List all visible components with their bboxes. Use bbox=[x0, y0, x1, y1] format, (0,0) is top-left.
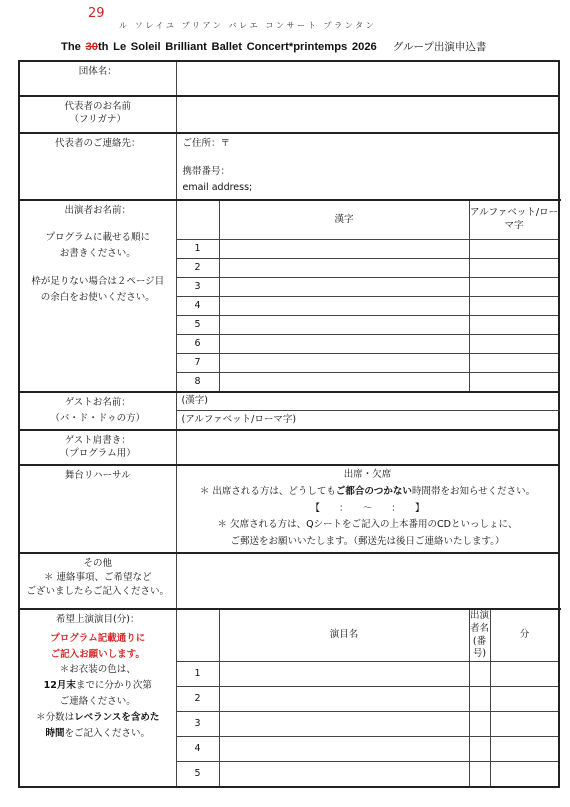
rep-name-label-line2: （フリガナ） bbox=[69, 113, 127, 125]
struck-number: 30 bbox=[85, 41, 98, 53]
piece-row-number: 1 bbox=[176, 662, 219, 687]
rehearsal-field[interactable] bbox=[176, 465, 559, 553]
group-name-field[interactable] bbox=[176, 61, 559, 96]
piece-minutes-field[interactable] bbox=[490, 737, 559, 762]
pieces-note-2-rest: までに分かり次第 bbox=[75, 680, 152, 692]
performer-row-number: 1 bbox=[176, 240, 219, 259]
performer-kanji-field[interactable] bbox=[219, 373, 469, 392]
piece-minutes-field[interactable] bbox=[490, 712, 559, 737]
performer-alpha-field[interactable] bbox=[469, 240, 559, 259]
performer-alpha-field[interactable] bbox=[469, 373, 559, 392]
piece-performer-field[interactable] bbox=[469, 712, 490, 737]
piece-performer-field[interactable] bbox=[469, 662, 490, 687]
piece-title-field[interactable] bbox=[219, 737, 469, 762]
pieces-note-3: ご連絡ください。 bbox=[59, 696, 136, 707]
rehearsal-absent-note-2: ご郵送をお願いいたします。（郵送先は後日ご連絡いたします。） bbox=[230, 536, 505, 548]
form-title bbox=[61, 39, 486, 54]
guest-name-label: ゲストお名前： bbox=[64, 396, 131, 408]
guest-alpha-field[interactable]: (アルファベット/ローマ字) bbox=[176, 411, 559, 430]
performer-row-number: 6 bbox=[176, 335, 219, 354]
form-subtitle: グループ出演申込書 bbox=[392, 41, 487, 53]
performers-label: 出演者お名前： bbox=[64, 205, 131, 216]
performer-alpha-field[interactable] bbox=[469, 335, 559, 354]
pieces-note-2 bbox=[20, 680, 176, 693]
performer-alpha-field[interactable] bbox=[469, 259, 559, 278]
piece-performer-field[interactable] bbox=[469, 762, 490, 787]
guest-name-sub: （バ・ド・ドゥの方） bbox=[50, 412, 146, 424]
pieces-label: 希望上演演目(分)： bbox=[56, 613, 140, 625]
rep-contact-label: 代表者のご連絡先： bbox=[19, 133, 176, 200]
rehearsal-attend-note bbox=[177, 486, 559, 499]
performer-alpha-field[interactable] bbox=[469, 316, 559, 335]
address-label: ご住所：〒 bbox=[182, 138, 231, 149]
pieces-note-5 bbox=[20, 728, 176, 741]
piece-performer-field[interactable] bbox=[469, 687, 490, 712]
performer-kanji-field[interactable] bbox=[219, 259, 469, 278]
other-label-cell bbox=[19, 553, 176, 609]
other-label: その他 bbox=[83, 557, 112, 569]
piece-row-number: 2 bbox=[176, 687, 219, 712]
performer-kanji-field[interactable] bbox=[219, 297, 469, 316]
mobile-label: 携帯番号： bbox=[182, 165, 231, 177]
piece-title-field[interactable] bbox=[219, 662, 469, 687]
performer-kanji-field[interactable] bbox=[219, 316, 469, 335]
pieces-note-1: ＊お衣装の色は、 bbox=[59, 664, 136, 676]
piece-row-number: 4 bbox=[176, 737, 219, 762]
performer-row-number: 4 bbox=[176, 297, 219, 316]
performers-kanji-header: 漢字 bbox=[219, 200, 469, 240]
performers-note1-line2: お書きください。 bbox=[59, 247, 136, 259]
group-name-label: 団体名： bbox=[19, 61, 176, 96]
pieces-note-4-a: ＊分数は bbox=[36, 711, 75, 723]
performers-label-cell bbox=[19, 200, 176, 392]
piece-title-field[interactable] bbox=[219, 712, 469, 737]
attendance-choice[interactable]: 出席・欠席 bbox=[343, 468, 392, 480]
performer-alpha-field[interactable] bbox=[469, 278, 559, 297]
piece-minutes-field[interactable] bbox=[490, 687, 559, 712]
performer-row-number: 7 bbox=[176, 354, 219, 373]
performer-alpha-field[interactable] bbox=[469, 354, 559, 373]
title-prefix: The bbox=[61, 41, 86, 53]
email-label: email address; bbox=[182, 181, 253, 193]
performer-kanji-field[interactable] bbox=[219, 240, 469, 259]
pieces-label-cell bbox=[19, 609, 176, 787]
pieces-note-5-bold: 時間 bbox=[45, 727, 65, 739]
pieces-note-5-rest: をご記入ください。 bbox=[64, 727, 151, 739]
performer-kanji-field[interactable] bbox=[219, 335, 469, 354]
pieces-note-4-bold: レベランスを含めた bbox=[74, 711, 160, 723]
guest-title-field[interactable] bbox=[176, 430, 559, 465]
pieces-red-note-2: ご記入お願いします。 bbox=[50, 648, 145, 660]
performer-kanji-field[interactable] bbox=[219, 354, 469, 373]
performers-note2-line1: 枠が足りない場合は２ページ目 bbox=[31, 276, 165, 288]
pieces-note-4 bbox=[20, 712, 176, 725]
pieces-performer-header: 出演者名(番号) bbox=[469, 609, 490, 662]
corrected-number: 29 bbox=[88, 6, 105, 21]
other-field[interactable] bbox=[176, 553, 559, 609]
piece-performer-field[interactable] bbox=[469, 737, 490, 762]
other-note-2: ございましたらご記入ください。 bbox=[26, 585, 169, 597]
piece-row-number: 5 bbox=[176, 762, 219, 787]
performer-row-number: 2 bbox=[176, 259, 219, 278]
performer-row-number: 8 bbox=[176, 373, 219, 392]
rehearsal-absent-note-1: ＊ 欠席される方は、Qシートをご記入の上本番用のCDといっしょに、 bbox=[217, 519, 518, 531]
piece-minutes-field[interactable] bbox=[490, 762, 559, 787]
guest-kanji-field[interactable]: (漢字) bbox=[176, 392, 559, 411]
guest-title-sub: （プログラム用） bbox=[59, 447, 136, 459]
title-ruby: ル ソレイユ ブリアン バレエ コンサート プランタン bbox=[119, 21, 377, 30]
pieces-red-note-1: プログラム記載通りに bbox=[50, 632, 146, 644]
piece-title-field[interactable] bbox=[219, 687, 469, 712]
guest-title-label: ゲスト肩書き： bbox=[64, 434, 131, 446]
pieces-number-header bbox=[176, 609, 219, 662]
title-main: th Le Soleil Brilliant Ballet Concert*printemps 2026 bbox=[97, 41, 377, 53]
rehearsal-attend-note-a: ＊ 出席される方は、どうしても bbox=[199, 485, 336, 497]
performer-row-number: 3 bbox=[176, 278, 219, 297]
guest-title-label-cell bbox=[19, 430, 176, 465]
pieces-minutes-header: 分 bbox=[490, 609, 559, 662]
piece-title-field[interactable] bbox=[219, 762, 469, 787]
rehearsal-time-slot[interactable]: 【 ： ～ ： 】 bbox=[310, 502, 425, 514]
pieces-note-2-bold: 12月末 bbox=[43, 680, 76, 692]
performer-alpha-field[interactable] bbox=[469, 297, 559, 316]
rep-contact-field[interactable] bbox=[176, 133, 559, 200]
rehearsal-label: 舞台リハーサル bbox=[19, 465, 176, 553]
performer-row-number: 5 bbox=[176, 316, 219, 335]
performers-note2-line2: の余白をお使いください。 bbox=[40, 292, 155, 304]
rep-name-label bbox=[19, 96, 176, 133]
other-note-1: ＊ 連絡事項、ご希望など bbox=[43, 571, 152, 583]
application-form bbox=[18, 60, 560, 788]
performers-number-header bbox=[176, 200, 219, 240]
piece-minutes-field[interactable] bbox=[490, 662, 559, 687]
pieces-title-header: 演目名 bbox=[219, 609, 469, 662]
rep-name-field[interactable] bbox=[176, 96, 559, 133]
rep-name-label-line1: 代表者のお名前 bbox=[64, 101, 131, 112]
rehearsal-attend-note-bold: ご都合のつかない bbox=[335, 485, 412, 497]
performers-alpha-header: アルファベット/ローマ字 bbox=[469, 200, 559, 240]
guest-name-label-cell bbox=[19, 392, 176, 430]
performers-note1-line1: プログラムに載せる順に bbox=[45, 231, 150, 243]
rehearsal-attend-note-c: 時間帯をお知らせください。 bbox=[411, 485, 536, 497]
performer-kanji-field[interactable] bbox=[219, 278, 469, 297]
piece-row-number: 3 bbox=[176, 712, 219, 737]
